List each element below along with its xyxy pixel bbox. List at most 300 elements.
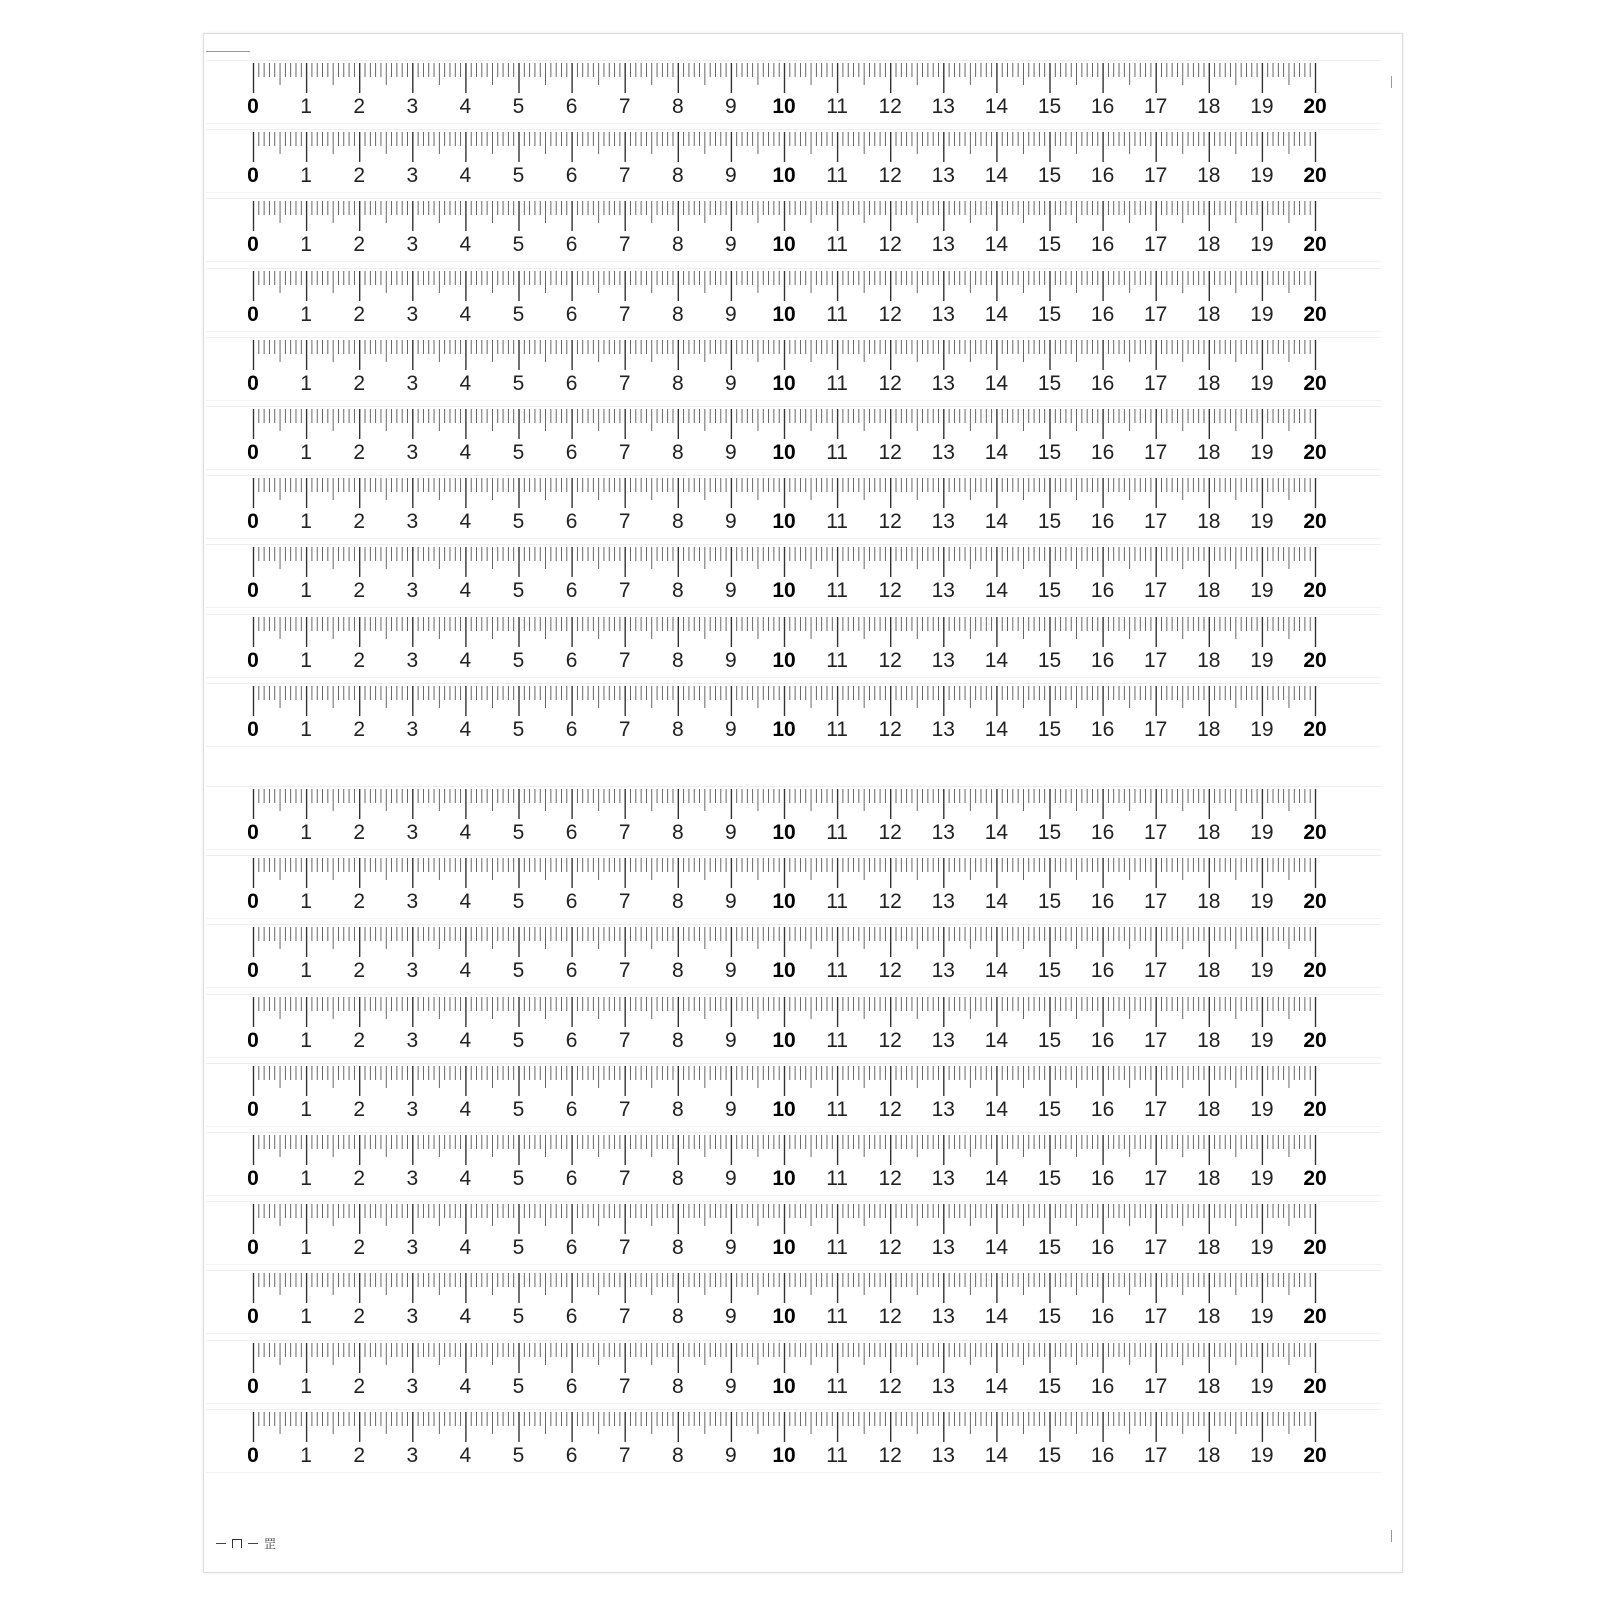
ruler-number-label: 0 <box>247 371 259 395</box>
ruler-number-label: 14 <box>984 510 1009 534</box>
ruler-number-label: 14 <box>984 371 1009 395</box>
ruler-number-label: 20 <box>1303 1236 1327 1260</box>
ruler-number-label: 14 <box>984 959 1009 983</box>
ruler-number-label: 2 <box>353 164 366 188</box>
ruler-ticks <box>253 1271 1319 1305</box>
ruler-number-label: 1 <box>300 441 312 464</box>
ruler-number-label: 2 <box>353 579 366 603</box>
ruler-number-label: 10 <box>772 302 796 326</box>
ruler-number-label: 12 <box>878 1097 902 1121</box>
ruler-number-label: 12 <box>878 1443 902 1467</box>
ruler-number-label: 19 <box>1250 1443 1274 1467</box>
ruler-number-label: 8 <box>671 302 684 326</box>
ruler-number-label: 11 <box>826 510 848 534</box>
ruler-number-label: 1 <box>300 1305 312 1329</box>
ruler-number-label: 13 <box>931 95 955 118</box>
ruler-number-label: 16 <box>1090 890 1115 914</box>
ruler-number-label: 13 <box>931 371 955 395</box>
ruler-number-label: 18 <box>1197 1305 1221 1329</box>
ruler-number-label: 1 <box>300 959 312 983</box>
ruler-number-label: 2 <box>353 1305 366 1329</box>
ruler-number-label: 7 <box>618 1097 631 1121</box>
ruler-number-label: 6 <box>565 648 578 672</box>
ruler-number-label: 4 <box>459 1305 472 1329</box>
ruler-number-label: 17 <box>1144 510 1168 534</box>
ruler-number-label: 9 <box>725 371 737 395</box>
ruler-number-label: 4 <box>459 648 472 672</box>
ruler-number-label: 8 <box>671 233 684 257</box>
ruler-number-label: 14 <box>984 164 1009 188</box>
ruler-number-label: 13 <box>931 648 955 672</box>
ruler-number-label: 11 <box>826 1443 848 1467</box>
ruler-number-label: 15 <box>1037 1305 1062 1329</box>
ruler-number-label: 10 <box>772 821 796 844</box>
ruler-ticks <box>253 995 1319 1029</box>
ruler-number-label: 19 <box>1250 371 1274 395</box>
ruler-number-label: 3 <box>406 302 419 326</box>
ruler-ticks <box>253 615 1319 649</box>
ruler-ticks <box>253 856 1319 890</box>
ruler-number-label: 15 <box>1037 1236 1062 1260</box>
ruler-number-label: 10 <box>772 95 796 118</box>
ruler-number-label: 9 <box>725 164 737 188</box>
ruler-number-label: 15 <box>1037 648 1062 672</box>
ruler-number-label: 5 <box>512 95 525 118</box>
ruler-ticks <box>253 684 1319 718</box>
ruler-number-label: 16 <box>1090 1443 1115 1467</box>
ruler-number-label: 7 <box>618 959 631 983</box>
ruler-number-label: 12 <box>878 959 902 983</box>
ruler-strip <box>206 1409 1381 1473</box>
ruler-number-label: 0 <box>247 821 259 844</box>
ruler-number-label: 0 <box>247 1028 259 1052</box>
ruler-number-label: 18 <box>1197 717 1221 741</box>
ruler-number-label: 18 <box>1197 890 1221 914</box>
ruler-number-label: 9 <box>725 510 737 534</box>
ruler-number-label: 5 <box>512 821 525 844</box>
ruler-number-label: 6 <box>565 1097 578 1121</box>
ruler-number-label: 8 <box>671 821 684 844</box>
ruler-number-label: 5 <box>512 648 525 672</box>
ruler-number-label: 19 <box>1250 441 1274 464</box>
ruler-number-label: 2 <box>353 233 366 257</box>
ruler-number-label: 19 <box>1250 1028 1274 1052</box>
ruler-number-label: 11 <box>826 648 848 672</box>
ruler-number-label: 4 <box>459 1167 472 1190</box>
ruler-number-label: 5 <box>512 1167 525 1190</box>
ruler-number-label: 7 <box>618 1305 631 1329</box>
ruler-number-label: 10 <box>772 371 796 395</box>
ruler-number-label: 20 <box>1303 821 1327 844</box>
ruler-number-label: 9 <box>725 1167 737 1190</box>
ruler-number-label: 17 <box>1144 1167 1168 1190</box>
ruler-number-label: 19 <box>1250 1097 1274 1121</box>
footer-box-icon <box>232 1539 242 1548</box>
ruler-ticks <box>253 61 1319 95</box>
ruler-number-label: 17 <box>1144 717 1168 741</box>
ruler-number-label: 20 <box>1303 579 1327 603</box>
ruler-number-label: 0 <box>247 959 259 983</box>
ruler-number-label: 5 <box>512 1374 525 1398</box>
ruler-strip <box>206 614 1381 678</box>
ruler-number-label: 7 <box>618 1167 631 1190</box>
ruler-number-label: 8 <box>671 510 684 534</box>
ruler-number-label: 3 <box>406 579 419 603</box>
ruler-number-label: 5 <box>512 302 525 326</box>
ruler-number-label: 11 <box>826 1167 848 1190</box>
ruler-number-label: 17 <box>1144 371 1168 395</box>
ruler-number-label: 7 <box>618 579 631 603</box>
ruler-number-label: 16 <box>1090 233 1115 257</box>
ruler-number-label: 16 <box>1090 1167 1115 1190</box>
ruler-number-label: 6 <box>565 717 578 741</box>
ruler-number-label: 0 <box>247 1305 259 1329</box>
ruler-number-label: 19 <box>1250 648 1274 672</box>
ruler-number-label: 0 <box>247 717 259 741</box>
ruler-ticks <box>253 269 1319 303</box>
ruler-number-label: 16 <box>1090 1236 1115 1260</box>
ruler-strip <box>206 268 1381 332</box>
ruler-number-label: 13 <box>931 233 955 257</box>
ruler-number-label: 11 <box>826 371 848 395</box>
ruler-strip <box>206 1063 1381 1127</box>
ruler-number-label: 16 <box>1090 371 1115 395</box>
ruler-number-label: 13 <box>931 1097 955 1121</box>
ruler-number-label: 17 <box>1144 1097 1168 1121</box>
ruler-number-label: 15 <box>1037 1374 1062 1398</box>
ruler-number-label: 4 <box>459 233 472 257</box>
ruler-number-label: 6 <box>565 890 578 914</box>
ruler-number-label: 6 <box>565 1374 578 1398</box>
ruler-number-label: 20 <box>1303 959 1327 983</box>
ruler-number-label: 15 <box>1037 579 1062 603</box>
ruler-number-label: 11 <box>826 821 848 844</box>
ruler-number-label: 11 <box>826 233 848 257</box>
ruler-number-label: 18 <box>1197 648 1221 672</box>
ruler-number-label: 10 <box>772 959 796 983</box>
ruler-number-label: 18 <box>1197 821 1221 844</box>
ruler-number-label: 6 <box>565 441 578 464</box>
ruler-number-label: 1 <box>300 95 312 118</box>
ruler-number-label: 11 <box>826 95 848 118</box>
ruler-number-label: 15 <box>1037 233 1062 257</box>
ruler-number-label: 5 <box>512 371 525 395</box>
ruler-number-label: 6 <box>565 821 578 844</box>
ruler-number-label: 17 <box>1144 648 1168 672</box>
ruler-number-label: 13 <box>931 1305 955 1329</box>
ruler-number-label: 18 <box>1197 1236 1221 1260</box>
ruler-number-label: 10 <box>772 233 796 257</box>
ruler-number-label: 15 <box>1037 510 1062 534</box>
ruler-number-label: 15 <box>1037 717 1062 741</box>
ruler-number-label: 7 <box>618 1443 631 1467</box>
ruler-number-label: 2 <box>353 371 366 395</box>
ruler-number-label: 1 <box>300 233 312 257</box>
ruler-number-label: 13 <box>931 1374 955 1398</box>
ruler-number-label: 8 <box>671 441 684 464</box>
ruler-number-label: 20 <box>1303 890 1327 914</box>
ruler-strip <box>206 129 1381 193</box>
ruler-number-label: 4 <box>459 95 472 118</box>
ruler-number-label: 20 <box>1303 95 1327 118</box>
ruler-number-label: 9 <box>725 1097 737 1121</box>
ruler-number-label: 14 <box>984 1167 1009 1190</box>
ruler-number-label: 2 <box>353 1374 366 1398</box>
ruler-number-label: 7 <box>618 441 631 464</box>
ruler-number-label: 13 <box>931 510 955 534</box>
ruler-strip <box>206 786 1381 850</box>
ruler-number-label: 19 <box>1250 302 1274 326</box>
ruler-number-label: 3 <box>406 1305 419 1329</box>
ruler-number-label: 14 <box>984 890 1009 914</box>
ruler-number-label: 13 <box>931 821 955 844</box>
ruler-number-label: 15 <box>1037 371 1062 395</box>
ruler-number-label: 7 <box>618 371 631 395</box>
ruler-number-label: 17 <box>1144 233 1168 257</box>
ruler-number-label: 14 <box>984 1443 1009 1467</box>
ruler-number-label: 14 <box>984 95 1009 118</box>
ruler-number-label: 3 <box>406 959 419 983</box>
ruler-number-label: 0 <box>247 441 259 464</box>
ruler-number-label: 11 <box>826 1236 848 1260</box>
ruler-number-label: 6 <box>565 1167 578 1190</box>
ruler-number-label: 6 <box>565 95 578 118</box>
ruler-number-label: 3 <box>406 717 419 741</box>
ruler-number-label: 8 <box>671 1443 684 1467</box>
ruler-number-label: 12 <box>878 510 902 534</box>
ruler-number-label: 0 <box>247 302 259 326</box>
ruler-number-label: 17 <box>1144 821 1168 844</box>
ruler-number-label: 8 <box>671 959 684 983</box>
ruler-number-label: 1 <box>300 371 312 395</box>
ruler-number-label: 13 <box>931 1167 955 1190</box>
ruler-number-label: 0 <box>247 579 259 603</box>
ruler-number-label: 18 <box>1197 510 1221 534</box>
ruler-number-label: 5 <box>512 579 525 603</box>
ruler-ticks <box>253 787 1319 821</box>
ruler-number-label: 12 <box>878 821 902 844</box>
ruler-number-label: 10 <box>772 441 796 464</box>
ruler-number-label: 20 <box>1303 371 1327 395</box>
ruler-number-label: 7 <box>618 890 631 914</box>
ruler-strip <box>206 406 1381 470</box>
footer-glyph: 罡 <box>264 1537 277 1551</box>
ruler-number-label: 0 <box>247 233 259 257</box>
ruler-number-label: 16 <box>1090 717 1115 741</box>
ruler-number-label: 2 <box>353 717 366 741</box>
ruler-number-label: 4 <box>459 441 472 464</box>
ruler-number-label: 6 <box>565 959 578 983</box>
ruler-sheet <box>203 33 1403 1573</box>
ruler-number-label: 15 <box>1037 959 1062 983</box>
ruler-number-label: 6 <box>565 579 578 603</box>
ruler-number-label: 18 <box>1197 233 1221 257</box>
ruler-number-label: 0 <box>247 164 259 188</box>
ruler-number-label: 20 <box>1303 302 1327 326</box>
ruler-number-label: 16 <box>1090 441 1115 464</box>
ruler-number-label: 14 <box>984 1374 1009 1398</box>
ruler-number-label: 5 <box>512 510 525 534</box>
ruler-number-label: 13 <box>931 717 955 741</box>
ruler-number-label: 12 <box>878 233 902 257</box>
ruler-number-label: 6 <box>565 1443 578 1467</box>
ruler-number-label: 8 <box>671 1097 684 1121</box>
ruler-number-label: 8 <box>671 648 684 672</box>
ruler-number-label: 8 <box>671 717 684 741</box>
ruler-strip <box>206 1132 1381 1196</box>
ruler-number-label: 16 <box>1090 1374 1115 1398</box>
ruler-number-label: 8 <box>671 1236 684 1260</box>
ruler-number-label: 11 <box>826 164 848 188</box>
ruler-number-label: 6 <box>565 371 578 395</box>
ruler-ticks <box>253 1341 1319 1375</box>
ruler-number-label: 17 <box>1144 302 1168 326</box>
ruler-number-label: 19 <box>1250 233 1274 257</box>
ruler-ticks <box>253 1064 1319 1098</box>
ruler-number-label: 1 <box>300 890 312 914</box>
ruler-number-label: 8 <box>671 1028 684 1052</box>
ruler-ticks <box>253 130 1319 164</box>
ruler-number-label: 6 <box>565 164 578 188</box>
ruler-number-label: 16 <box>1090 1097 1115 1121</box>
ruler-number-label: 10 <box>772 579 796 603</box>
ruler-number-label: 5 <box>512 959 525 983</box>
ruler-ticks <box>253 1133 1319 1167</box>
ruler-number-label: 6 <box>565 510 578 534</box>
ruler-number-label: 10 <box>772 648 796 672</box>
ruler-number-label: 9 <box>725 1443 737 1467</box>
ruler-number-label: 10 <box>772 1305 796 1329</box>
ruler-number-label: 7 <box>618 233 631 257</box>
ruler-number-label: 9 <box>725 441 737 464</box>
ruler-number-label: 10 <box>772 1028 796 1052</box>
ruler-strip <box>206 198 1381 262</box>
ruler-number-label: 20 <box>1303 1374 1327 1398</box>
ruler-number-label: 12 <box>878 164 902 188</box>
ruler-number-label: 17 <box>1144 1443 1168 1467</box>
right-crop-mark-bottom <box>1391 1530 1392 1542</box>
ruler-number-label: 3 <box>406 510 419 534</box>
footer-mark <box>216 1535 276 1552</box>
ruler-number-label: 5 <box>512 890 525 914</box>
ruler-number-label: 1 <box>300 579 312 603</box>
ruler-number-label: 2 <box>353 1028 366 1052</box>
ruler-strip <box>206 337 1381 401</box>
ruler-number-label: 2 <box>353 1236 366 1260</box>
ruler-number-label: 10 <box>772 717 796 741</box>
ruler-number-label: 6 <box>565 1305 578 1329</box>
ruler-number-label: 18 <box>1197 579 1221 603</box>
ruler-number-label: 11 <box>826 1097 848 1121</box>
ruler-number-label: 1 <box>300 1374 312 1398</box>
ruler-number-label: 15 <box>1037 821 1062 844</box>
ruler-number-label: 10 <box>772 1097 796 1121</box>
ruler-number-label: 12 <box>878 1305 902 1329</box>
ruler-number-label: 10 <box>772 510 796 534</box>
ruler-number-label: 17 <box>1144 579 1168 603</box>
ruler-number-label: 4 <box>459 302 472 326</box>
ruler-number-label: 4 <box>459 959 472 983</box>
ruler-number-label: 10 <box>772 890 796 914</box>
ruler-number-label: 14 <box>984 233 1009 257</box>
ruler-number-label: 4 <box>459 890 472 914</box>
ruler-number-label: 17 <box>1144 441 1168 464</box>
ruler-number-label: 3 <box>406 1443 419 1467</box>
ruler-number-label: 18 <box>1197 441 1221 464</box>
ruler-number-label: 0 <box>247 1167 259 1190</box>
ruler-number-label: 6 <box>565 233 578 257</box>
ruler-number-label: 11 <box>826 302 848 326</box>
ruler-number-label: 20 <box>1303 1028 1327 1052</box>
ruler-number-label: 19 <box>1250 510 1274 534</box>
ruler-number-label: 10 <box>772 1167 796 1190</box>
ruler-number-label: 20 <box>1303 441 1327 464</box>
ruler-ticks <box>253 1202 1319 1236</box>
ruler-number-label: 2 <box>353 302 366 326</box>
ruler-number-label: 16 <box>1090 510 1115 534</box>
ruler-number-label: 2 <box>353 821 366 844</box>
ruler-strip <box>206 1201 1381 1265</box>
ruler-number-label: 15 <box>1037 95 1062 118</box>
ruler-number-label: 16 <box>1090 821 1115 844</box>
ruler-number-label: 14 <box>984 441 1009 464</box>
ruler-number-label: 7 <box>618 510 631 534</box>
ruler-number-label: 12 <box>878 441 902 464</box>
ruler-number-label: 9 <box>725 648 737 672</box>
ruler-number-label: 17 <box>1144 95 1168 118</box>
ruler-number-label: 2 <box>353 95 366 118</box>
ruler-number-label: 10 <box>772 1443 796 1467</box>
ruler-number-label: 15 <box>1037 1167 1062 1190</box>
ruler-number-label: 7 <box>618 164 631 188</box>
ruler-number-label: 6 <box>565 1028 578 1052</box>
ruler-number-label: 9 <box>725 717 737 741</box>
ruler-strip <box>206 683 1381 747</box>
ruler-number-label: 12 <box>878 1374 902 1398</box>
ruler-number-label: 14 <box>984 648 1009 672</box>
ruler-strip <box>206 1340 1381 1404</box>
ruler-number-label: 15 <box>1037 890 1062 914</box>
ruler-number-label: 9 <box>725 1236 737 1260</box>
ruler-number-label: 3 <box>406 890 419 914</box>
ruler-ticks <box>253 338 1319 372</box>
ruler-number-label: 16 <box>1090 648 1115 672</box>
ruler-number-label: 16 <box>1090 1028 1115 1052</box>
ruler-number-label: 14 <box>984 579 1009 603</box>
ruler-number-label: 5 <box>512 1305 525 1329</box>
ruler-number-label: 8 <box>671 890 684 914</box>
ruler-number-label: 0 <box>247 95 259 118</box>
ruler-number-label: 19 <box>1250 95 1274 118</box>
ruler-number-label: 16 <box>1090 959 1115 983</box>
ruler-number-label: 9 <box>725 233 737 257</box>
ruler-number-label: 9 <box>725 1028 737 1052</box>
ruler-number-label: 17 <box>1144 1374 1168 1398</box>
ruler-number-label: 9 <box>725 959 737 983</box>
ruler-number-label: 20 <box>1303 648 1327 672</box>
ruler-number-label: 12 <box>878 302 902 326</box>
ruler-number-label: 12 <box>878 579 902 603</box>
ruler-number-label: 4 <box>459 1097 472 1121</box>
ruler-number-label: 9 <box>725 579 737 603</box>
ruler-number-label: 0 <box>247 1236 259 1260</box>
ruler-number-label: 13 <box>931 1443 955 1467</box>
ruler-number-label: 19 <box>1250 1374 1274 1398</box>
ruler-number-label: 4 <box>459 579 472 603</box>
ruler-number-label: 0 <box>247 1097 259 1121</box>
ruler-number-label: 19 <box>1250 959 1274 983</box>
ruler-number-label: 1 <box>300 302 312 326</box>
